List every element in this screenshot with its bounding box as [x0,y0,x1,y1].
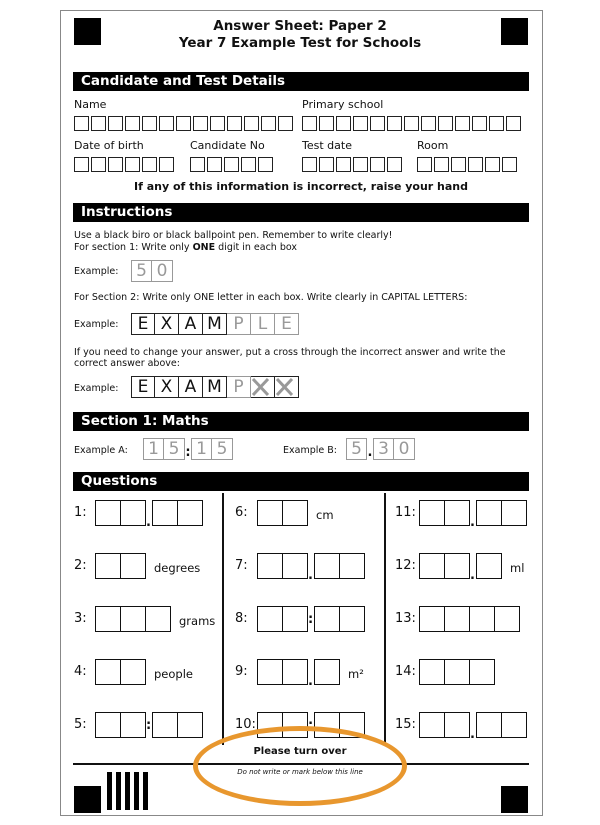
decimal-point: . [146,515,151,530]
test-date-digit-box[interactable] [319,157,334,172]
registration-mark-top-right [501,18,528,45]
room-char-box[interactable] [502,157,517,172]
barcode-bar [116,772,121,810]
answer-box[interactable] [282,659,308,685]
question-number: 14: [395,664,416,679]
room-char-box[interactable] [417,157,432,172]
answer-box[interactable] [177,500,203,526]
question-number: 4: [74,664,87,679]
answer-box[interactable] [95,606,121,632]
answer-box[interactable] [152,712,178,738]
answer-box[interactable] [501,712,527,738]
school-char-box[interactable] [506,116,521,131]
question-number: 8: [235,611,248,626]
example-char-box: M [203,313,227,335]
candidate-no-digit-box[interactable] [224,157,239,172]
question-number: 1: [74,505,87,520]
example-char-box: P [227,313,251,335]
school-char-box[interactable] [489,116,504,131]
dob-digit-box[interactable] [74,157,89,172]
question-number: 12: [395,558,416,573]
answer-box[interactable] [444,553,470,579]
question-number: 15: [395,717,416,732]
answer-box[interactable] [339,606,365,632]
answer-box[interactable] [444,500,470,526]
answer-box[interactable] [476,553,502,579]
test-date-digit-box[interactable] [387,157,402,172]
example-b-label: Example B: [283,445,337,456]
name-field[interactable] [74,116,293,131]
example-char-box: X [155,313,179,335]
answer-box[interactable] [419,606,445,632]
name-char-box[interactable] [125,116,140,131]
instruction-line-3: For Section 2: Write only ONE letter in each box. Write clearly in CAPITAL LETTERS: [74,292,468,303]
answer-box[interactable] [257,606,283,632]
test-date-field[interactable] [302,157,402,172]
barcode-bar [134,772,139,810]
answer-box[interactable] [145,606,171,632]
instruction-line-5: correct answer above: [74,358,180,369]
test-date-digit-box[interactable] [336,157,351,172]
example-a-boxes [143,438,233,468]
registration-mark-bottom-right [501,786,528,813]
name-char-box[interactable] [193,116,208,131]
example-separator: : [185,445,191,460]
candidate-section-header: Candidate and Test Details [73,72,529,91]
question-number: 2: [74,558,87,573]
school-char-box[interactable] [319,116,334,131]
example-char-box: E [131,376,155,398]
answer-box[interactable] [120,712,146,738]
instructions-section-header: Instructions [73,203,529,222]
colon-separator: : [308,612,314,627]
unit-label: cm [316,508,334,522]
answer-box[interactable] [95,712,121,738]
school-char-box[interactable] [472,116,487,131]
candidate-no-digit-box[interactable] [207,157,222,172]
highlight-oval [193,726,407,806]
example-a-label: Example A: [74,445,128,456]
candidate-no-field[interactable] [190,157,273,172]
example-char-box [251,376,275,398]
no-write-notice: Do not write or mark below this line [237,768,363,776]
unit-label: people [154,667,193,681]
instruction-line-1: Use a black biro or black ballpoint pen. Remember to write clearly! [74,230,393,241]
question-number: 9: [235,664,248,679]
dob-digit-box[interactable] [91,157,106,172]
question-number: 11: [395,505,416,520]
answer-box[interactable] [282,500,308,526]
question-number: 13: [395,611,416,626]
school-char-box[interactable] [438,116,453,131]
answer-box[interactable] [257,500,283,526]
name-char-box[interactable] [159,116,174,131]
question-number: 7: [235,558,248,573]
colon-separator: : [308,718,314,733]
school-char-box[interactable] [336,116,351,131]
question-number: 5: [74,717,87,732]
example-char-box: M [203,376,227,398]
dob-field[interactable] [74,157,174,172]
school-field[interactable] [302,116,521,131]
answer-box[interactable] [476,712,502,738]
name-char-box[interactable] [91,116,106,131]
example-separator: . [367,445,373,460]
answer-box[interactable] [152,500,178,526]
dob-label: Date of birth [74,139,144,152]
barcode-bar [107,772,112,810]
answer-box[interactable] [314,553,340,579]
school-char-box[interactable] [455,116,470,131]
candidate-no-digit-box[interactable] [258,157,273,172]
school-char-box[interactable] [421,116,436,131]
unit-label: ml [510,561,525,575]
answer-box[interactable] [95,659,121,685]
incorrect-info-warning: If any of this information is incorrect, raise your hand [133,180,469,193]
school-char-box[interactable] [404,116,419,131]
example-char-box: 3 [373,438,394,460]
sheet-subtitle: Year 7 Example Test for Schools [178,35,422,51]
example-char-box: 0 [152,260,173,282]
decimal-point: . [470,515,475,530]
school-char-box[interactable] [302,116,317,131]
answer-box[interactable] [469,606,495,632]
instruction-line-2: For section 1: Write only ONE digit in each box [74,242,298,253]
example-char-box: E [275,313,299,335]
answer-box[interactable] [257,659,283,685]
name-char-box[interactable] [244,116,259,131]
answer-box[interactable] [501,500,527,526]
dob-digit-box[interactable] [108,157,123,172]
example-2-boxes [131,313,299,335]
answer-box[interactable] [120,500,146,526]
room-char-box[interactable] [468,157,483,172]
question-number: 3: [74,611,87,626]
registration-mark-bottom-left [74,786,101,813]
unit-label: grams [179,614,216,628]
registration-mark-top-left [74,18,101,45]
colon-separator: : [146,718,152,733]
maths-section-header: Section 1: Maths [73,412,529,431]
name-char-box[interactable] [210,116,225,131]
test-date-digit-box[interactable] [370,157,385,172]
barcode [107,772,148,810]
room-char-box[interactable] [451,157,466,172]
question-number: 6: [235,505,248,520]
candidate-no-digit-box[interactable] [241,157,256,172]
school-char-box[interactable] [387,116,402,131]
example-char-box: 1 [191,438,212,460]
name-char-box[interactable] [176,116,191,131]
answer-box[interactable] [282,606,308,632]
name-char-box[interactable] [227,116,242,131]
unit-label: degrees [154,561,201,575]
dob-digit-box[interactable] [125,157,140,172]
unit-label: m² [348,667,364,681]
example-1-label: Example: [74,266,119,277]
example-2-label: Example: [74,319,119,330]
column-divider-2 [384,493,386,745]
example-char-box: P [227,376,251,398]
instruction-line-4: If you need to change your answer, put a cross through the incorrect answer and write the [74,347,506,358]
example-char-box: X [155,376,179,398]
cross-out-mark [275,377,294,397]
example-char-box: 5 [212,438,233,460]
answer-box[interactable] [177,712,203,738]
answer-box[interactable] [120,553,146,579]
name-label: Name [74,98,107,111]
school-label: Primary school [302,98,384,111]
example-char-box: 0 [394,438,415,460]
answer-box[interactable] [120,606,146,632]
answer-box[interactable] [95,500,121,526]
example-char-box: 5 [346,438,367,460]
example-3-label: Example: [74,383,119,394]
example-1-boxes [131,260,173,282]
example-char-box [275,376,299,398]
answer-box[interactable] [314,606,340,632]
example-3-boxes [131,376,299,398]
candidate-no-label: Candidate No [190,139,265,152]
cross-out-mark [251,377,270,397]
room-char-box[interactable] [434,157,449,172]
name-char-box[interactable] [278,116,293,131]
example-char-box: 5 [164,438,185,460]
questions-section-header: Questions [73,472,529,491]
test-date-digit-box[interactable] [302,157,317,172]
answer-box[interactable] [444,659,470,685]
question-number: 10: [235,717,256,732]
answer-box[interactable] [444,606,470,632]
name-char-box[interactable] [108,116,123,131]
name-char-box[interactable] [74,116,89,131]
answer-box[interactable] [419,712,445,738]
answer-box[interactable] [419,553,445,579]
candidate-no-digit-box[interactable] [190,157,205,172]
answer-box[interactable] [444,712,470,738]
answer-box[interactable] [282,553,308,579]
example-char-box: A [179,313,203,335]
school-char-box[interactable] [353,116,368,131]
example-b-boxes [346,438,415,468]
name-char-box[interactable] [142,116,157,131]
decimal-point: . [308,568,313,583]
room-char-box[interactable] [485,157,500,172]
decimal-point: . [470,727,475,742]
decimal-point: . [470,568,475,583]
example-char-box: 1 [143,438,164,460]
dob-digit-box[interactable] [142,157,157,172]
answer-box[interactable] [120,659,146,685]
example-char-box: L [251,313,275,335]
answer-box[interactable] [419,659,445,685]
sheet-title: Answer Sheet: Paper 2 [213,18,387,34]
barcode-bar [125,772,130,810]
answer-box[interactable] [339,553,365,579]
answer-box[interactable] [314,659,340,685]
answer-box[interactable] [494,606,520,632]
answer-box[interactable] [95,553,121,579]
column-divider-1 [222,493,224,745]
dob-digit-box[interactable] [159,157,174,172]
answer-box[interactable] [257,553,283,579]
answer-box[interactable] [419,500,445,526]
decimal-point: . [308,674,313,689]
example-char-box: E [131,313,155,335]
turn-over-text: Please turn over [253,746,347,757]
answer-box[interactable] [476,500,502,526]
example-char-box: 5 [131,260,152,282]
school-char-box[interactable] [370,116,385,131]
room-field[interactable] [417,157,517,172]
test-date-digit-box[interactable] [353,157,368,172]
room-label: Room [417,139,449,152]
name-char-box[interactable] [261,116,276,131]
example-char-box: A [179,376,203,398]
barcode-bar [143,772,148,810]
answer-box[interactable] [469,659,495,685]
test-date-label: Test date [302,139,352,152]
